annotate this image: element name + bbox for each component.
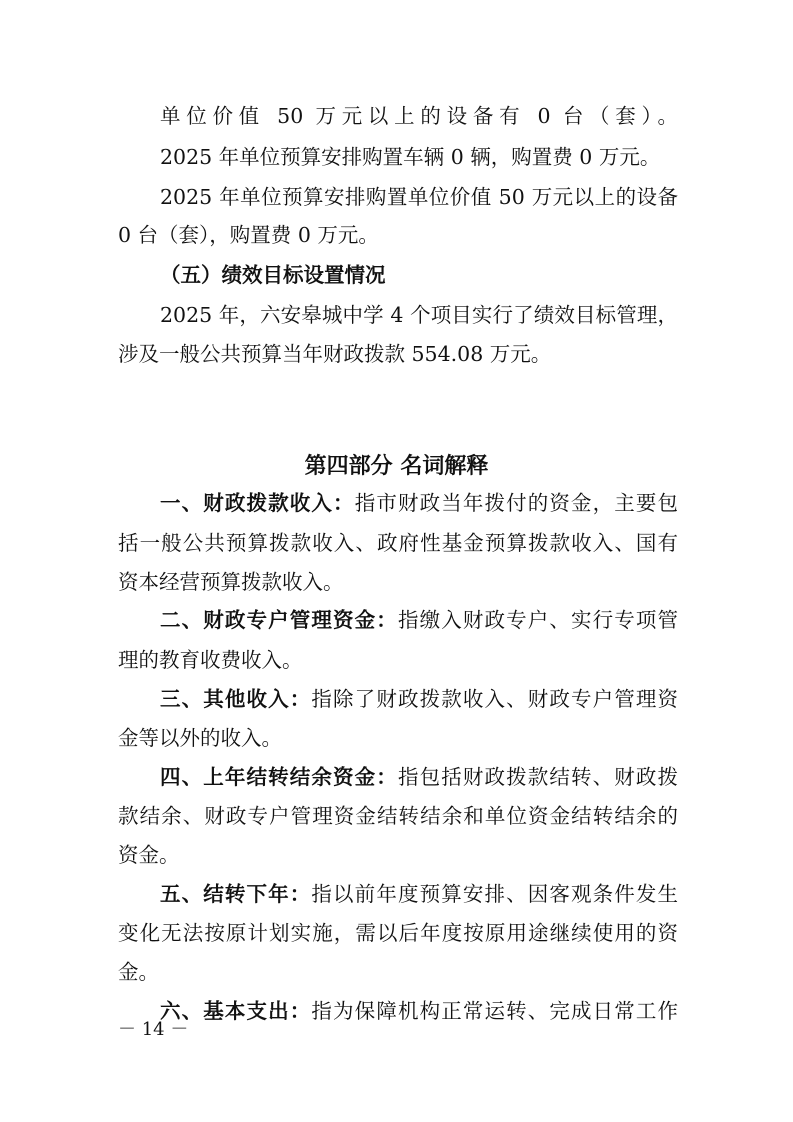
term-definition: 指为保障机构正常运转、完成日常工作 xyxy=(311,999,679,1023)
term-item-1-line-2: 括一般公共预算拨款收入、政府性基金预算拨款收入、国有 xyxy=(118,531,678,555)
term-item-3 xyxy=(118,685,678,713)
term-item-4-line-3: 资金。 xyxy=(118,843,180,867)
term-label: 三、其他收入： xyxy=(160,687,312,711)
equipment-purchase-line-1: 2025 年单位预算安排购置单位价值 50 万元以上的设备 xyxy=(160,185,678,209)
term-definition: 指以前年度预算安排、因客观条件发生 xyxy=(311,882,679,906)
term-item-2 xyxy=(118,606,678,634)
performance-heading: （五）绩效目标设置情况 xyxy=(160,263,386,287)
term-item-1 xyxy=(118,489,678,517)
term-item-4 xyxy=(118,763,678,791)
term-definition: 指除了财政拨款收入、财政专户管理资 xyxy=(311,687,679,711)
performance-line-2: 涉及一般公共预算当年财政拨款 554.08 万元。 xyxy=(118,342,552,366)
term-item-6 xyxy=(118,997,678,1025)
term-label: 二、财政专户管理资金： xyxy=(160,608,398,632)
term-item-5-line-2: 变化无法按原计划实施，需以后年度按原用途继续使用的资 xyxy=(118,921,678,945)
part-four-title: 第四部分 名词解释 xyxy=(304,454,489,479)
term-item-1-line-3: 资本经营预算拨款收入。 xyxy=(118,570,344,594)
equipment-count-line: 单位价值 50 万元以上的设备有 0 台（套）。 xyxy=(160,104,678,128)
term-label: 四、上年结转结余资金： xyxy=(160,765,398,789)
term-label: 五、结转下年： xyxy=(160,882,312,906)
page-number: － 14 － xyxy=(118,1019,189,1040)
term-item-3-line-2: 金等以外的收入。 xyxy=(118,726,282,750)
term-item-4-line-2: 款结余、财政专户管理资金结转结余和单位资金结转结余的 xyxy=(118,804,678,828)
term-definition: 指包括财政拨款结转、财政拨 xyxy=(397,765,679,789)
term-item-5-line-3: 金。 xyxy=(118,960,159,984)
term-item-2-line-2: 理的教育收费收入。 xyxy=(118,648,303,672)
equipment-purchase-line-2: 0 台（套），购置费 0 万元。 xyxy=(118,223,379,247)
performance-line-1: 2025 年，六安皋城中学 4 个项目实行了绩效目标管理， xyxy=(160,303,678,327)
term-item-5 xyxy=(118,880,678,908)
term-definition: 指缴入财政专户、实行专项管 xyxy=(397,608,679,632)
term-definition: 指市财政当年拨付的资金，主要包 xyxy=(354,491,679,515)
term-label: 六、基本支出： xyxy=(160,999,312,1023)
term-label: 一、财政拨款收入： xyxy=(160,491,355,515)
vehicle-purchase-line: 2025 年单位预算安排购置车辆 0 辆，购置费 0 万元。 xyxy=(160,145,661,169)
